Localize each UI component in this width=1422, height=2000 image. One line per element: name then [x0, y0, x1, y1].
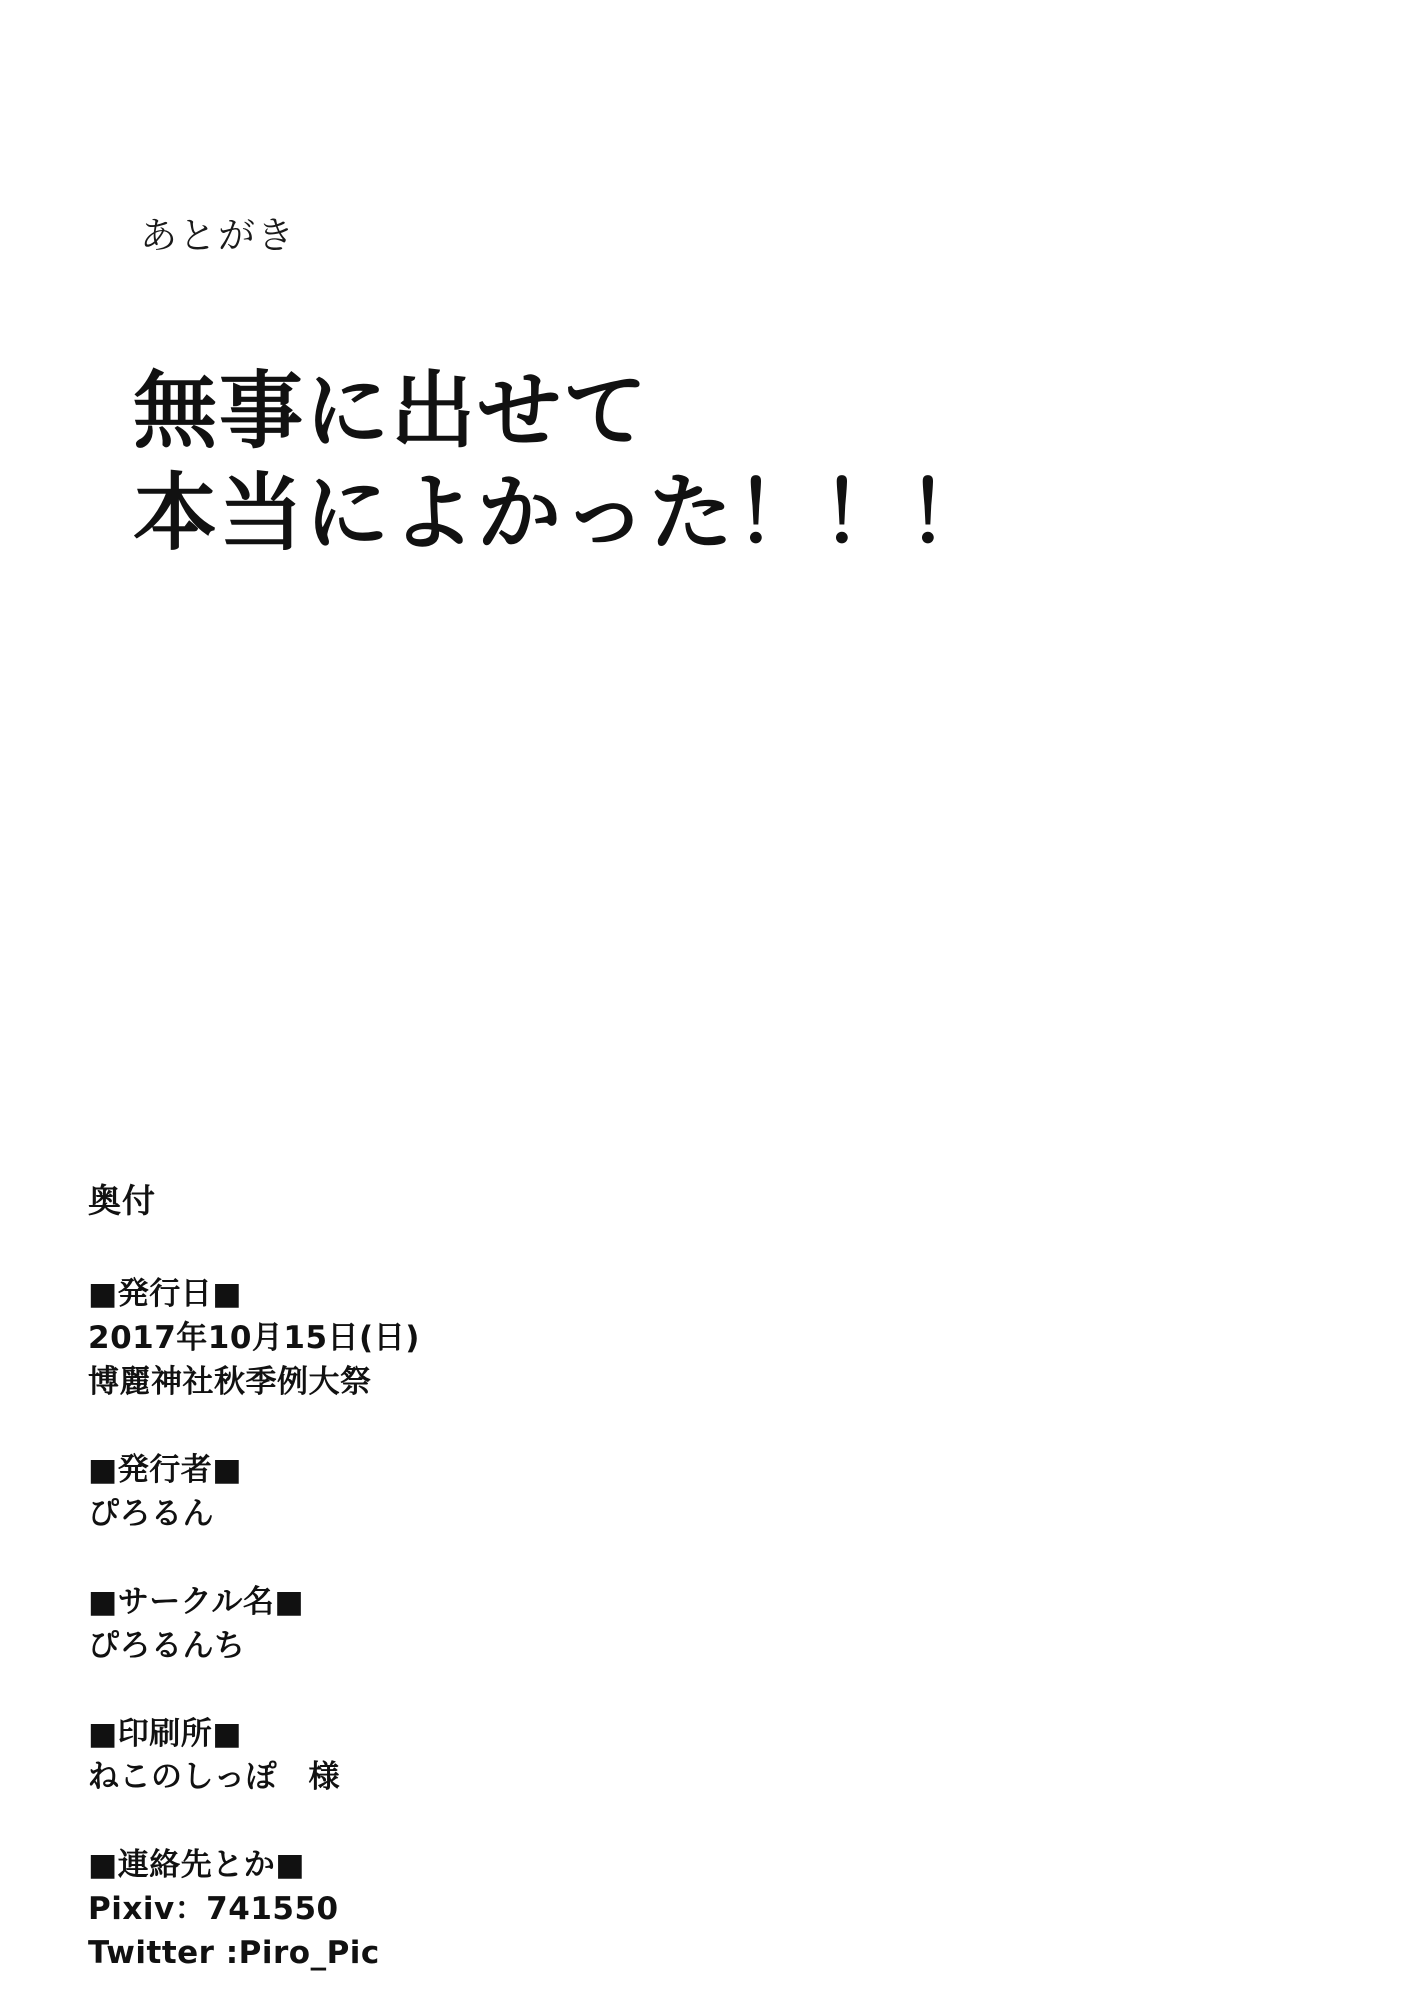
colophon-contact-pixiv: Pixiv：741550: [88, 1891, 339, 1928]
colophon-block-publication-date: [88, 1274, 988, 1404]
afterword-headline: [133, 360, 993, 565]
colophon-block-heading: ■連絡先とか■: [88, 1847, 306, 1884]
colophon-section: [88, 1175, 988, 1975]
colophon-block-line: ねこのしっぽ 様: [88, 1759, 340, 1796]
colophon-block-heading: ■サークル名■: [88, 1583, 305, 1620]
headline-line-1: 無事に出せて: [133, 362, 650, 460]
colophon-block-printer: [88, 1714, 988, 1800]
colophon-block-line: 博麗神社秋季例大祭: [88, 1363, 372, 1400]
colophon-block-line: ぴろるんち: [88, 1627, 246, 1664]
headline-line-2: 本当によかった！！！: [133, 464, 994, 563]
afterword-heading: あとがき: [140, 214, 296, 257]
colophon-contact-twitter: Twitter :Piro_Pic: [88, 1935, 380, 1972]
colophon-block-line: ぴろるん: [88, 1495, 214, 1532]
colophon-title: 奥付: [88, 1181, 156, 1220]
colophon-block-circle-name: [88, 1582, 988, 1668]
colophon-block-heading: ■発行日■: [88, 1276, 243, 1312]
colophon-block-heading: ■発行者■: [88, 1451, 243, 1488]
colophon-block-publisher: [88, 1450, 988, 1536]
colophon-block-line: 2017年10月15日(日): [88, 1319, 420, 1356]
colophon-block-contact: [88, 1845, 988, 1975]
colophon-block-heading: ■印刷所■: [88, 1715, 243, 1752]
